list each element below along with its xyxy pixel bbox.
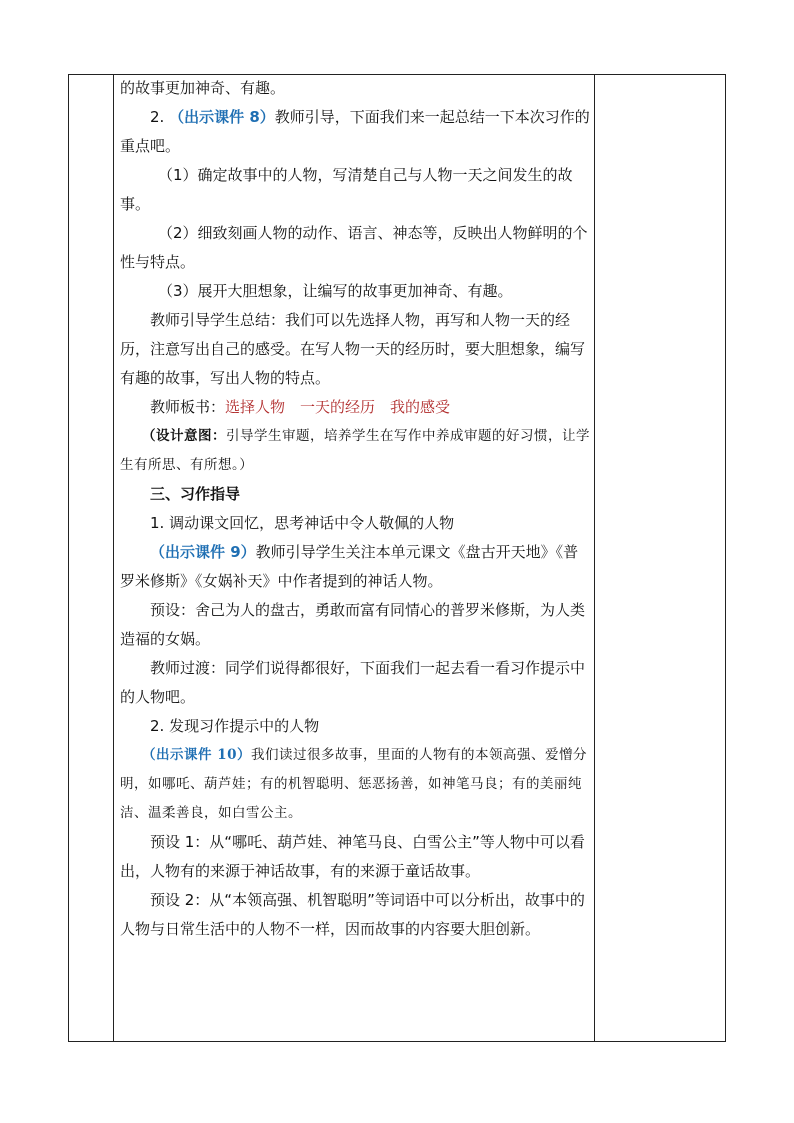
board-content: 选择人物 一天的经历 我的感受 (225, 398, 451, 416)
courseware-tag: （出示课件 10） (142, 747, 251, 763)
preset-paragraph: 预设：舍己为人的盘古，勇敢而富有同情心的普罗米修斯，为人类造福的女娲。 (120, 601, 586, 648)
design-intent-note: （设计意图：引导学生审题，培养学生在写作中养成审题的好习惯，让学生有所思、有所想。） (120, 428, 590, 473)
summary-paragraph: 教师引导学生总结：我们可以先选择人物，再写和人物一天的经历，注意写出自己的感受。在写人物一天的经历时，要大胆想象，编写有趣的故事，写出人物的特点。 (120, 311, 586, 387)
courseware-tag: （出示课件 8） (169, 108, 275, 126)
board-writing: 教师板书：选择人物 一天的经历 我的感受 (150, 398, 451, 416)
left-column-cell (69, 75, 114, 1041)
point-3: （3）展开大胆想象，让编写的故事更加神奇、有趣。 (158, 282, 513, 300)
point-2: （2）细致刻画人物的动作、语言、神态等，反映出人物鲜明的个性与特点。 (120, 224, 588, 271)
courseware-tag: （出示课件 9） (150, 543, 256, 561)
courseware-10-paragraph: （出示课件 10）我们读过很多故事，里面的人物有的本领高强、爱憎分明，如哪吒、葫芦娃；有的机智聪明、惩恶扬善，如神笔马良；有的美丽纯洁、温柔善良，如白雪公主。 (120, 747, 587, 821)
transition-paragraph: 教师过渡：同学们说得都很好，下面我们一起去看一看习作提示中的人物吧。 (120, 659, 586, 706)
text-line: 的故事更加神奇、有趣。 (120, 79, 286, 97)
right-column-cell (594, 75, 725, 1041)
preset-2-paragraph: 预设 2：从“本领高强、机智聪明”等词语中可以分析出，故事中的人物与日常生活中的人物不一样，因而故事的内容要大胆创新。 (120, 891, 585, 938)
lesson-content (120, 74, 590, 944)
point-1: （1）确定故事中的人物，写清楚自己与人物一天之间发生的故事。 (120, 166, 573, 213)
step-1-heading: 1. 调动课文回忆，思考神话中令人敬佩的人物 (150, 514, 455, 532)
step-2-heading: 2. 发现习作提示中的人物 (150, 717, 320, 735)
step-2-paragraph: 2. （出示课件 8）教师引导，下面我们来一起总结一下本次习作的重点吧。 (120, 108, 590, 155)
courseware-9-paragraph: （出示课件 9）教师引导学生关注本单元课文《盘古开天地》《普罗米修斯》《女娲补天》中作者提到的神话人物。 (120, 543, 579, 590)
section-heading: 三、习作指导 (150, 485, 241, 503)
preset-1-paragraph: 预设 1：从“哪吒、葫芦娃、神笔马良、白雪公主”等人物中可以看出，人物有的来源于神话故事，有的来源于童话故事。 (120, 833, 585, 880)
